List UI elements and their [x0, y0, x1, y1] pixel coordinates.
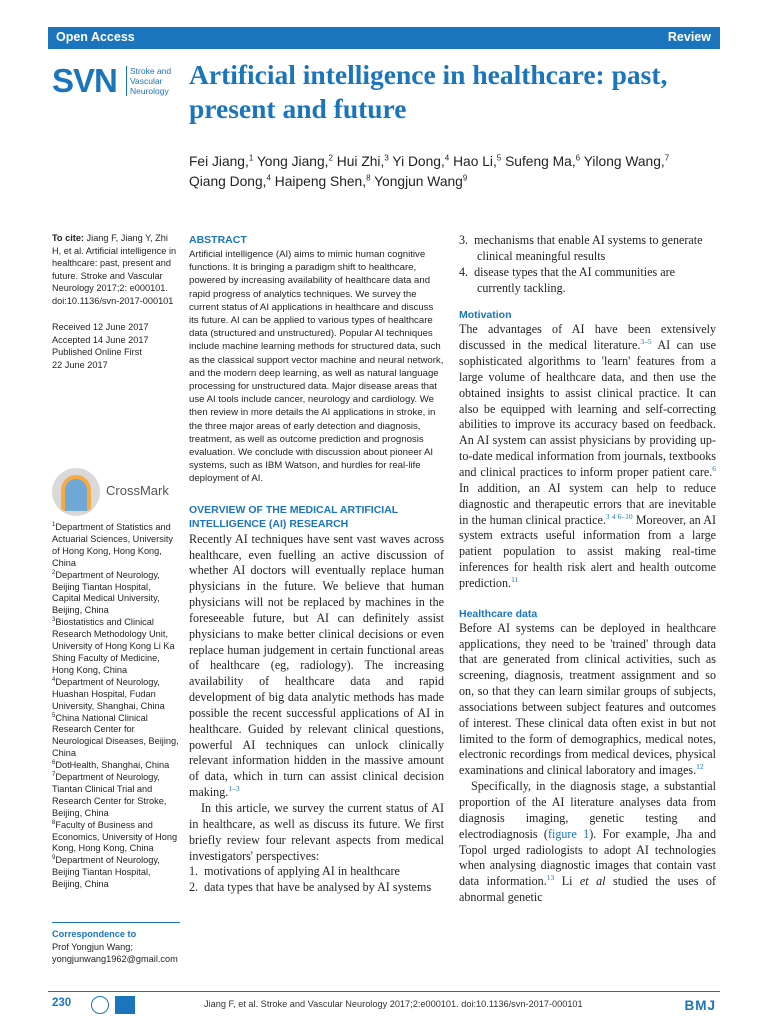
- affiliation-item: $^4$Department of Neurology, Huashan Hospital, Fudan University, Shanghai, China: [52, 676, 165, 711]
- reference-link[interactable]: 11: [511, 574, 519, 584]
- affiliation-item: $^8$Faculty of Business and Economics, University of Hong Kong, Hong Kong, China: [52, 819, 178, 854]
- affiliation-item: $^5$China National Clinical Research Center for Neurological Diseases, Beijing, China: [52, 712, 179, 759]
- reference-link[interactable]: 12: [696, 762, 704, 772]
- column-right: [459, 233, 716, 906]
- citation-block: To cite: Jiang F, Jiang Y, Zhi H, et al. Artificial intelligence in healthcare: past, present and future. Stroke and Vascular Neurology 2017;2: e000101. doi:10.1136/svn-2017-000101: [52, 233, 177, 306]
- correspondence-email[interactable]: yongjunwang1962@gmail.com: [52, 954, 178, 964]
- abstract-text: Artificial intelligence (AI) aims to mimic human cognitive functions. It is bringing a paradigm shift to healthcare, powered by increasing availability of healthcare data and rapid progress of analytics techniques. We survey the current status of AI applications in healthcare and discuss its future. AI can be applied to various types of healthcare data (structured and unstructured). Popular AI techniques include machine learning methods for structured data, such as the classical support vector machine and neural network, and the modern deep learning, as well as natural language processing for unstructured data. Major disease areas that use AI tools include cancer, neurology and cardiology. We then review in more details the AI applications in stroke, in the three major areas of early detection and diagnosis, treatment, as well as outcome prediction and prognosis evaluation. We conclude with discussion about pioneer AI systems, such as IBM Watson, and hurdles for real-life deployment of AI.: [189, 249, 444, 485]
- motivation-heading: Motivation: [459, 309, 512, 322]
- crossmark-badge[interactable]: [52, 468, 182, 518]
- overview-heading: OVERVIEW OF THE MEDICAL ARTIFICIAL INTELLIGENCE (AI) RESEARCH: [189, 503, 399, 530]
- article-sidebar: [52, 232, 178, 385]
- article-type-label: Review: [667, 30, 711, 44]
- author-list: Fei Jiang,$^1$ Yong Jiang,$^2$ Hui Zhi,$^3$ Yi Dong,$^4$ Hao Li,$^5$ Sufeng Ma,$^6$ Yilong Wang,$^7$ Qiang Dong,$^4$ Haipeng Shen,$^8$ Yongjun Wang$^9$: [189, 153, 670, 189]
- page-footer: [48, 991, 720, 1019]
- affiliation-item: $^9$Department of Neurology, Beijing Tiantan Hospital, Beijing, China: [52, 855, 160, 890]
- reference-link[interactable]: 3–5: [640, 337, 652, 347]
- crossmark-label: CrossMark: [106, 483, 169, 498]
- society-seal-icon: [91, 996, 109, 1014]
- list-item: 1. motivations of applying AI in healthcare: [189, 864, 400, 879]
- article-title: Artificial intelligence in healthcare: past, present and future: [189, 59, 668, 124]
- healthcare-data-body: [459, 621, 716, 906]
- healthcare-data-heading: Healthcare data: [459, 607, 538, 620]
- overview-paragraph-1: Recently AI techniques have sent vast waves across healthcare, even fuelling an active discussion of whether AI doctors will eventually replace human physicians in the future. We believe that human physicians will not be replaced by machines in the foreseeable future, but AI can definitely assist physicians to make better clinical decisions or even replace human judgement in certain functional areas of healthcare (eg, radiology). The increasing availability of healthcare data and rapid development of big data analytic methods has made possible the recent successful applications of AI in healthcare. Guided by relevant clinical questions, powerful AI techniques can unlock clinically relevant information hidden in the massive amount of data, which in turn can assist clinical decision making.$^{1-3}$: [189, 531, 444, 800]
- overview-body: [189, 532, 444, 865]
- logo-mark: SVN: [52, 62, 117, 99]
- affiliation-item: $^7$Department of Neurology, Tiantan Clinical Trial and Research Center for Stroke, Beijing, China: [52, 771, 167, 818]
- correspondence: [52, 922, 180, 966]
- reference-link[interactable]: 1–3: [228, 784, 240, 794]
- publisher-logo: BMJ: [684, 998, 716, 1013]
- healthcare-data-paragraph-1: Before AI systems can be deployed in healthcare applications, they need to be 'trained' through data that are generated from clinical activities, such as screening, diagnosis, treatment assignment and so on, so that they can learn similar groups of subjects, associations between subject features and outcomes of interest. These clinical data often exist in but not limited to the form of demographics, medical notes, electronic recordings from medical devices, physical examinations and clinical laboratory and images.$^{12}$: [459, 620, 716, 778]
- affiliations: [52, 522, 180, 891]
- list-item: 2. data types that have be analysed by AI systems: [189, 880, 432, 895]
- correspondence-name: Prof Yongjun Wang;: [52, 941, 133, 952]
- logo-subtitle: Stroke and Vascular Neurology: [126, 66, 171, 96]
- society-logo-icon: [115, 996, 135, 1014]
- open-access-label: Open Access: [56, 30, 135, 44]
- reference-link[interactable]: 6: [712, 463, 716, 473]
- list-item: 4. disease types that the AI communities are currently tackling.: [459, 264, 675, 295]
- affiliation-item: $^2$Department of Neurology, Beijing Tiantan Hospital, Capital Medical University, Beijing, China: [52, 569, 160, 616]
- correspondence-heading: Correspondence to: [52, 929, 137, 939]
- list-item: 3. mechanisms that enable AI systems to generate clinical meaningful results: [459, 233, 703, 263]
- crossmark-icon: [52, 468, 100, 516]
- publication-dates: Received 12 June 2017 Accepted 14 June 2017 Published Online First 22 June 2017: [52, 322, 149, 370]
- top-banner: [48, 27, 720, 49]
- footer-citation: Jiang F, et al. Stroke and Vascular Neurology 2017;2:e000101. doi:10.1136/svn-2017-000101: [204, 999, 583, 1009]
- overview-paragraph-2: In this article, we survey the current status of AI in healthcare, as well as discuss its future. We first briefly review four relevant aspects from medical investigators' perspectives:: [189, 801, 444, 863]
- reference-link[interactable]: 3 4 6–10: [605, 511, 633, 521]
- affiliation-item: $^3$Biostatistics and Clinical Research Methodology Unit, University of Hong Kong Li Ka Shing Faculty of Medicine, Hong Kong, China: [52, 617, 175, 675]
- affiliation-item: $^1$Department of Statistics and Actuarial Sciences, University of Hong Kong, Hong Kong, China: [52, 521, 174, 568]
- reference-link[interactable]: 13: [546, 873, 555, 883]
- column-left: [189, 233, 444, 896]
- abstract-heading: ABSTRACT: [189, 234, 247, 246]
- healthcare-data-paragraph-2: Specifically, in the diagnosis stage, a substantial proportion of the AI literature analyses data from diagnosis imaging, genetic testing and electrodiagnosis (figure 1). For example, Jha and Topol urged radiologists to adopt AI technologies when analysing diagnostic images that contain vast data information.$^{13}$ Li et al studied the uses of abnormal genetic: [459, 779, 716, 905]
- journal-logo: [52, 62, 178, 100]
- figure-link[interactable]: figure 1: [547, 826, 590, 841]
- affiliation-item: $^6$DotHealth, Shanghai, China: [52, 760, 170, 771]
- motivation-paragraph: The advantages of AI have been extensively discussed in the medical literature.$^{3-5}$ AI can use sophisticated algorithms to 'learn' features from a large volume of healthcare data, and then use the obtained insights to assist clinical practice. It can also be equipped with learning and self-correcting abilities to improve its accuracy based on feedback. An AI system can assist physicians by providing up-to-date medical information from journals, textbooks and clinical practices to inform proper patient care.$^6$ In addition, an AI system can help to reduce diagnostic and therapeutic errors that are inevitable in the human clinical practice.$^{3 4 6-10}$ Moreover, an AI system extracts useful information from a large patient population to assist making real-time inferences for health risk alert and health outcome prediction.$^{11}$: [459, 322, 717, 590]
- page-number: 230: [52, 997, 72, 1009]
